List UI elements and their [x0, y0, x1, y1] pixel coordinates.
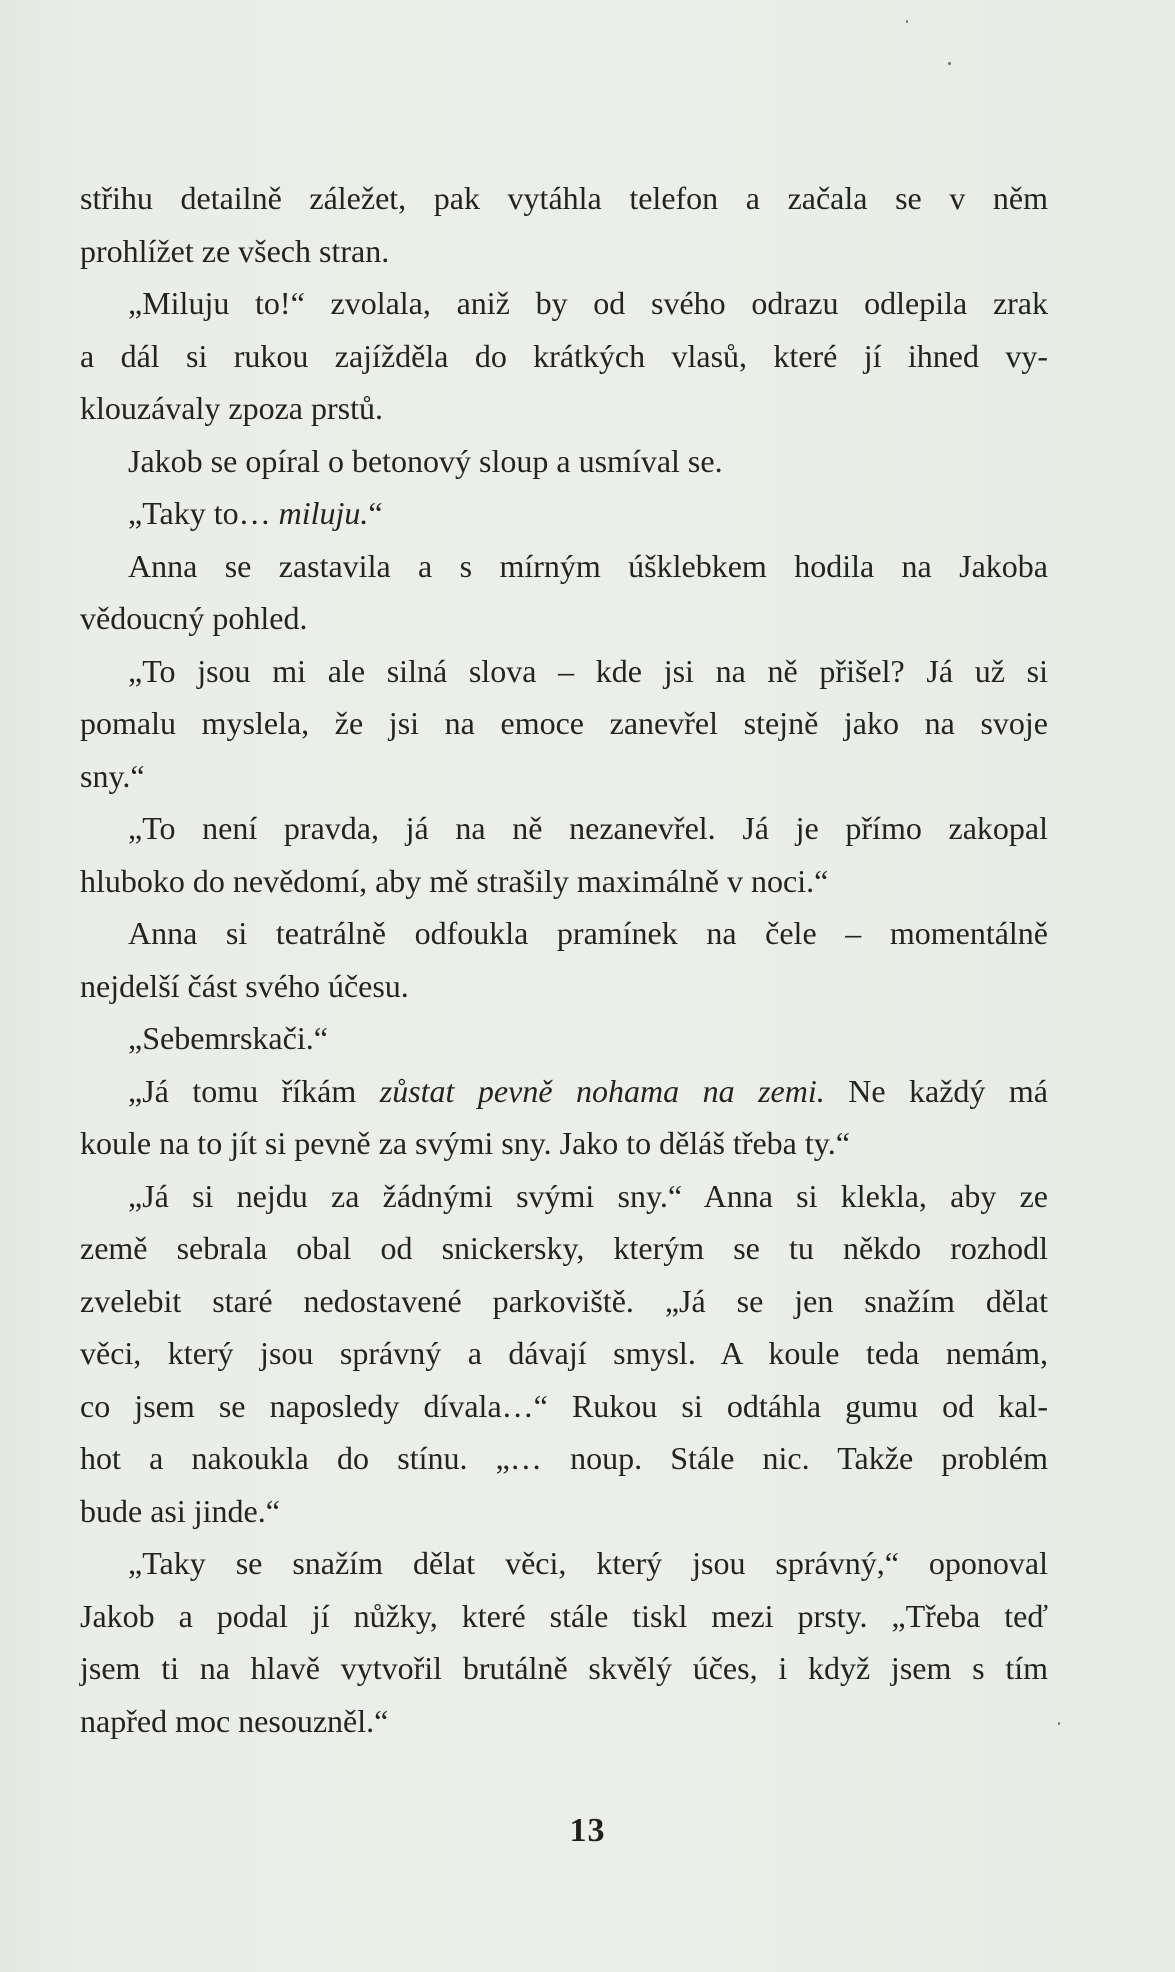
- text-segment: „To jsou mi ale silná slova – kde jsi na ně přišel? Já už si: [128, 652, 1048, 689]
- italic-text: miluju.: [278, 495, 369, 531]
- text-segment: hot a nakoukla do stínu. „… noup. Stále nic. Takže problém: [80, 1440, 1048, 1476]
- text-line: [80, 540, 1048, 593]
- text-line: [80, 1012, 1048, 1065]
- text-line: [80, 1590, 1048, 1643]
- text-segment: klouzávaly zpoza prstů.: [80, 390, 383, 426]
- text-segment: střihu detailně záležet, pak vytáhla telefon a začala se v něm: [80, 180, 1048, 216]
- text-segment: „Taky se snažím dělat věci, který jsou správný,“ oponoval: [128, 1545, 1048, 1581]
- text-line: [80, 172, 1048, 225]
- text-segment: jsem ti na hlavě vytvořil brutálně skvělý účes, i když jsem s tím: [80, 1650, 1048, 1686]
- text-line: [80, 487, 1048, 540]
- text-segment: Jakob a podal jí nůžky, které stále tiskl mezi prsty. „Třeba teď: [80, 1597, 1048, 1634]
- page-number: 13: [569, 1812, 606, 1849]
- text-line: [80, 1117, 1048, 1170]
- text-segment: Anna se zastavila a s mírným úšklebkem hodila na Jakoba: [128, 547, 1048, 584]
- text-segment: bude asi jinde.“: [80, 1492, 280, 1529]
- text-segment: co jsem se naposledy dívala…“ Rukou si odtáhla gumu od kal-: [80, 1387, 1048, 1424]
- text-line: [80, 697, 1048, 750]
- text-line: [80, 382, 1048, 435]
- text-segment: Jakob se opíral o betonový sloup a usmíval se.: [128, 442, 723, 479]
- text-segment: zvelebit staré nedostavené parkoviště. „Já se jen snažím dělat: [80, 1282, 1048, 1319]
- paper-speck: [906, 20, 908, 23]
- text-segment: „To není pravda, já na ně nezanevřel. Já je přímo zakopal: [128, 810, 1048, 846]
- text-segment: Anna si teatrálně odfoukla pramínek na čele – momentálně: [128, 915, 1048, 951]
- text-segment: prohlížet ze všech stran.: [80, 232, 390, 269]
- text-line: [80, 960, 1048, 1013]
- text-segment: vědoucný pohled.: [80, 600, 308, 636]
- body-text: [80, 172, 1048, 1747]
- text-line: [80, 330, 1048, 383]
- text-segment: Ne každý má: [824, 1072, 1048, 1109]
- text-line: [80, 750, 1048, 803]
- text-segment: věci, který jsou správný a dávají smysl. A koule teda nemám,: [80, 1335, 1048, 1371]
- italic-text: zůstat pevně nohama na zemi.: [379, 1072, 825, 1109]
- text-line: [80, 1380, 1048, 1433]
- text-segment: země sebrala obal od snickersky, kterým se tu někdo rozhodl: [80, 1230, 1048, 1266]
- text-line: [80, 277, 1048, 330]
- text-line: [80, 1432, 1048, 1485]
- paper-speck: [948, 62, 951, 65]
- text-line: [80, 855, 1048, 908]
- text-segment: a dál si rukou zajížděla do krátkých vlasů, které jí ihned vy-: [80, 337, 1048, 374]
- text-line: [80, 907, 1048, 960]
- text-segment: „Já tomu říkám: [128, 1072, 380, 1109]
- text-line: [80, 592, 1048, 645]
- text-segment: nejdelší část svého účesu.: [80, 967, 409, 1004]
- text-line: [80, 1695, 1048, 1748]
- text-segment: „Miluju to!“ zvolala, aniž by od svého odrazu odlepila zrak: [128, 285, 1048, 321]
- text-segment: hluboko do nevědomí, aby mě strašily maximálně v noci.“: [80, 862, 829, 899]
- text-line: [80, 1642, 1048, 1695]
- text-line: [80, 645, 1048, 698]
- text-line: [80, 1485, 1048, 1538]
- text-line: [80, 1170, 1048, 1223]
- paper-speck: [1058, 1722, 1060, 1725]
- text-line: [80, 1222, 1048, 1275]
- text-line: [80, 802, 1048, 855]
- text-segment: „Sebemrskači.“: [128, 1020, 328, 1056]
- text-line: [80, 1537, 1048, 1590]
- text-segment: sny.“: [80, 757, 145, 794]
- text-segment: koule na to jít si pevně za svými sny. Jako to děláš třeba ty.“: [80, 1125, 850, 1161]
- text-segment: pomalu myslela, že jsi na emoce zanevřel stejně jako na svoje: [80, 705, 1048, 741]
- text-segment: „Já si nejdu za žádnými svými sny.“ Anna si klekla, aby ze: [128, 1177, 1048, 1214]
- text-line: [80, 1065, 1048, 1118]
- text-segment: napřed moc nesouzněl.“: [80, 1702, 389, 1739]
- text-segment: „Taky to…: [128, 495, 279, 531]
- text-segment: “: [368, 495, 383, 531]
- text-line: [80, 1327, 1048, 1380]
- text-line: [80, 225, 1048, 278]
- text-line: [80, 435, 1048, 488]
- text-line: [80, 1275, 1048, 1328]
